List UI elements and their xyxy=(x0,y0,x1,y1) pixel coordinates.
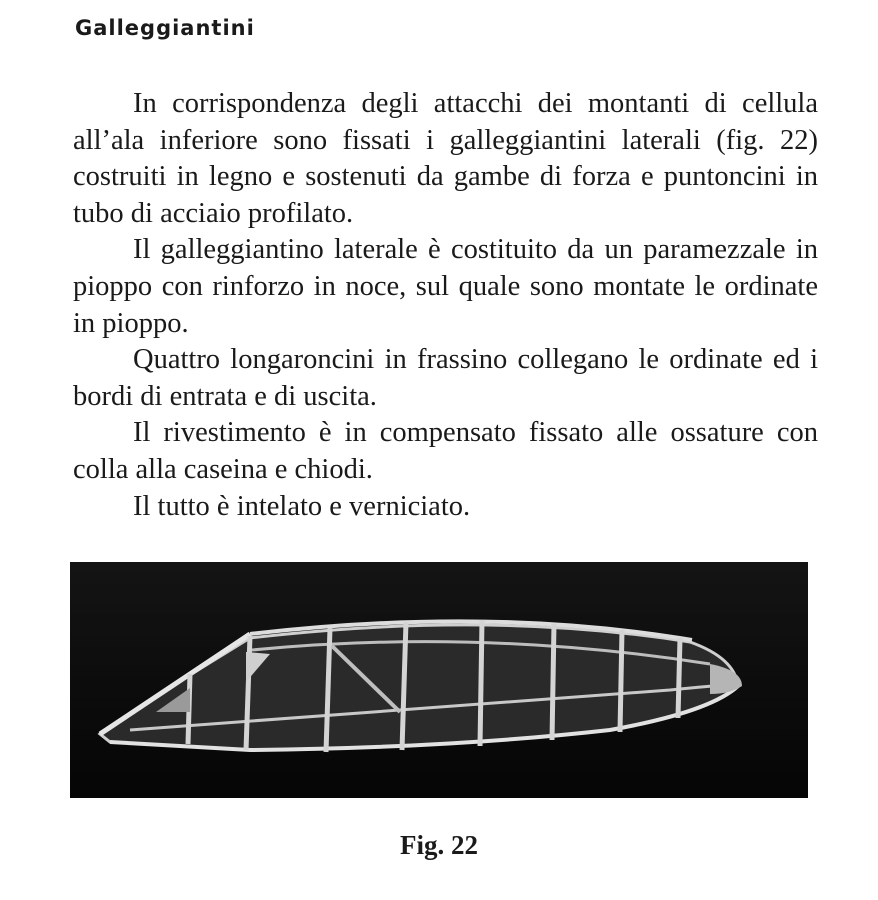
float-frame-illustration xyxy=(70,562,808,798)
paragraph-attachment: In corrispondenza degli attacchi dei montanti di cellula all’ala inferiore sono fissati i galleggiantini laterali (fig. 22) costruiti in legno e sostenuti da gambe di forza e puntoncini in tubo di acciaio profilato. xyxy=(73,88,818,229)
section-heading: Galleggiantini xyxy=(75,16,255,40)
paragraph-covering: Il rivestimento è in compensato fissato alle ossature con colla alla caseina e chiodi. xyxy=(73,417,818,485)
paragraph-stringers: Quattro longaroncini in frassino collegano le ordinate ed i bordi di entrata e di uscita. xyxy=(73,344,818,412)
figure-caption: Fig. 22 xyxy=(400,830,478,860)
paragraph-finish: Il tutto è intelato e verniciato. xyxy=(133,490,471,522)
paragraph-keel: Il galleggiantino laterale è costituito da un paramezzale in pioppo con rinforzo in noce, sul quale sono montate le ordinate in pioppo. xyxy=(73,234,818,339)
float-frame-photo xyxy=(70,562,808,798)
body-text xyxy=(73,86,818,525)
